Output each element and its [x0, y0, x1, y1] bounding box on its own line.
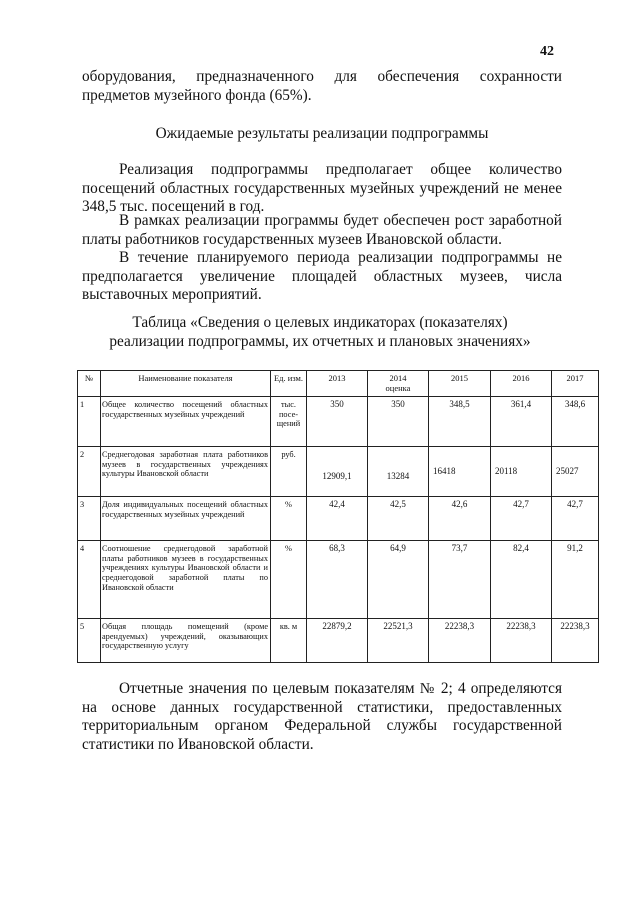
page-number: 42: [540, 44, 554, 59]
header-2014: [368, 371, 429, 397]
section-heading: Ожидаемые результаты реализации подпрограммы: [155, 125, 489, 142]
header-2015: 2015: [429, 371, 491, 397]
value-2015: 16418: [429, 447, 491, 497]
value-2015: 42,6: [429, 497, 491, 541]
paragraph-5: Отчетные значения по целевым показателям № 2; 4 определяются на основе данных государственной статистики, предоставленных территориальным органом Федеральной службы государственной статистики по Ивановской области.: [82, 680, 562, 753]
value-2016: 42,7: [491, 497, 552, 541]
value-2017: 42,7: [552, 497, 599, 541]
indicator-name: Общая площадь помещений (кроме арендуемых) учреждений, оказывающих государственную услугу: [101, 619, 271, 663]
value-2014: 64,9: [368, 541, 429, 619]
paragraph-4: В течение планируемого периода реализации подпрограммы не предполагается увеличение площадей областных музеев, числа выставочных мероприятий.: [82, 249, 562, 303]
row-number: 4: [78, 541, 101, 619]
header-unit: Ед. изм.: [271, 371, 307, 397]
value-2015: 22238,3: [429, 619, 491, 663]
table-title-line-2: реализации подпрограммы, их отчетных и плановых значениях»: [109, 332, 531, 350]
value-2013: 22879,2: [307, 619, 368, 663]
row-number: 3: [78, 497, 101, 541]
value-2016: 361,4: [491, 397, 552, 447]
value-2017: 25027: [552, 447, 599, 497]
value-2016: 22238,3: [491, 619, 552, 663]
header-2014-year: 2014: [389, 373, 407, 383]
table-title: [70, 314, 570, 351]
value-2013: 350: [307, 397, 368, 447]
value-2016: 20118: [491, 447, 552, 497]
row-number: 5: [78, 619, 101, 663]
paragraph-1: оборудования, предназначенного для обеспечения сохранности предметов музейного фонда (65%).: [82, 68, 562, 104]
value-2013: 12909,1: [307, 447, 368, 497]
table-row: [78, 447, 599, 497]
paragraph-2: Реализация подпрограммы предполагает общее количество посещений областных государственных музейных учреждений не менее 348,5 тыс. посещений в год.: [82, 161, 562, 215]
value-2017: 91,2: [552, 541, 599, 619]
value-2016: 82,4: [491, 541, 552, 619]
value-2013: 68,3: [307, 541, 368, 619]
table-title-line-1: Таблица «Сведения о целевых индикаторах (показателях): [132, 314, 508, 331]
value-2015: 73,7: [429, 541, 491, 619]
indicator-name: Среднегодовая заработная плата работников музеев в государственных учреждениях культуры Ивановской области: [101, 447, 271, 497]
header-2014-sub: оценка: [385, 382, 411, 393]
unit: %: [271, 497, 307, 541]
row-number: 2: [78, 447, 101, 497]
unit: руб.: [271, 447, 307, 497]
table-row: [78, 397, 599, 447]
value-2013: 42,4: [307, 497, 368, 541]
header-2017: 2017: [552, 371, 599, 397]
unit: кв. м: [271, 619, 307, 663]
value-2014: 13284: [368, 447, 429, 497]
header-name: Наименование показателя: [101, 371, 271, 397]
value-2017: 348,6: [552, 397, 599, 447]
value-2017: 22238,3: [552, 619, 599, 663]
row-number: 1: [78, 397, 101, 447]
header-2013: 2013: [307, 371, 368, 397]
table-row: [78, 619, 599, 663]
value-2014: 42,5: [368, 497, 429, 541]
table-row: [78, 497, 599, 541]
header-number: №: [78, 371, 101, 397]
value-2015: 348,5: [429, 397, 491, 447]
indicator-name: Соотношение среднегодовой заработной платы работников музеев в государственных учреждениях культуры Ивановской области и среднегодовой заработной платы по Ивановской области: [101, 541, 271, 619]
unit: тыс. посе-щений: [271, 397, 307, 447]
indicator-name: Доля индивидуальных посещений областных государственных музейных учреждений: [101, 497, 271, 541]
value-2014: 350: [368, 397, 429, 447]
indicator-name: Общее количество посещений областных государственных музейных учреждений: [101, 397, 271, 447]
unit: %: [271, 541, 307, 619]
value-2014: 22521,3: [368, 619, 429, 663]
table-row: [78, 541, 599, 619]
header-2016: 2016: [491, 371, 552, 397]
paragraph-3: В рамках реализации программы будет обеспечен рост заработной платы работников государственных музеев Ивановской области.: [82, 212, 562, 248]
table-header-row: [78, 371, 599, 397]
indicators-table: [77, 370, 599, 663]
